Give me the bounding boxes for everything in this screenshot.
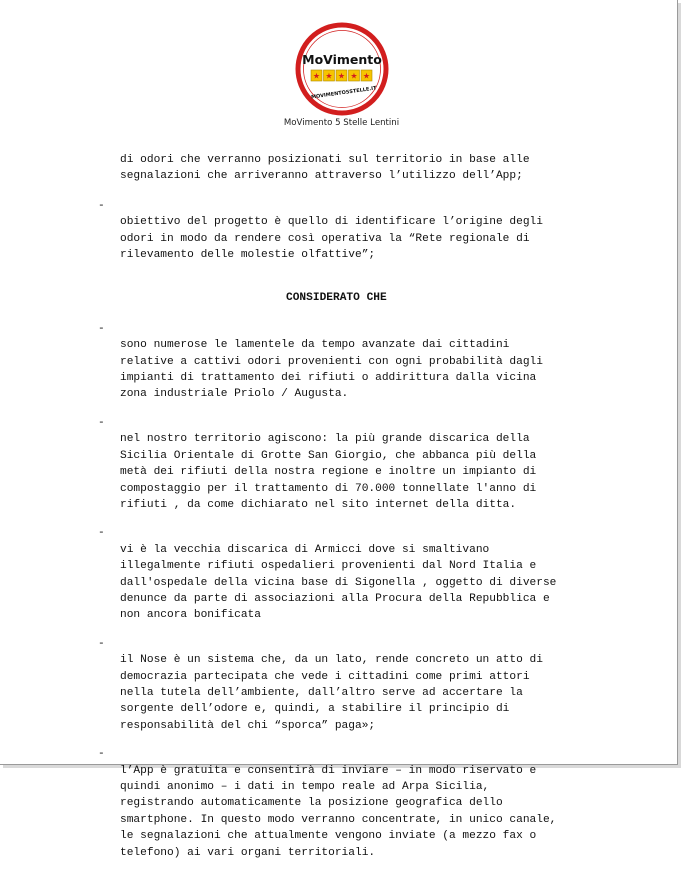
bullet-dash: -	[98, 637, 105, 650]
bullet-dash: -	[98, 199, 105, 212]
bullet-text: obiettivo del progetto è quello di identificare l’origine degli odori in modo da rendere così operativa la “Rete regionale di rilevamento delle molestie olfattive”;	[120, 216, 543, 262]
document-body	[0, 152, 677, 873]
svg-text:★: ★	[350, 71, 358, 81]
logo-url: MOVIMENTO5STELLE.IT	[310, 85, 377, 101]
movimento-logo	[295, 22, 389, 116]
continuation-paragraph: di odori che verranno posizionati sul territorio in base alle segnalazioni che arriveranno attraverso l’utilizzo dell’App;	[120, 154, 530, 183]
bullet-dash: -	[98, 527, 105, 540]
logo-emblem-icon	[295, 22, 389, 116]
bullet-item	[0, 636, 677, 734]
section-heading: CONSIDERATO CHE	[286, 292, 387, 305]
bullet-text: nel nostro territorio agiscono: la più grande discarica della Sicilia Orientale di Grotte San Giorgio, che abbanca più della metà dei rifiuti della nostra regione e inoltre un impianto di compostaggio per il trattamento di 70.000 tonnellate l'anno di rifiuti , da come dichiarato nel sito internet della ditta.	[120, 433, 537, 511]
bullet-item	[0, 525, 677, 623]
logo-wordmark: MoVimento	[302, 52, 382, 67]
svg-text:★: ★	[362, 71, 371, 81]
svg-text:★: ★	[312, 71, 321, 81]
bullet-text: vi è la vecchia discarica di Armicci dove si smaltivano illegalmente rifiuti ospedalieri provenienti dal Nord Italia e dall'ospedale della vicina base di Sigonella , oggetto di diverse denunce da parte di associazioni alla Procura della Repubblica e non ancora bonificata	[120, 543, 557, 622]
svg-text:★: ★	[337, 71, 346, 81]
bullet-item	[0, 746, 677, 861]
bullet-text: sono numerose le lamentele da tempo avanzate dai cittadini relative a cattivi odori provenienti con ogni probabilità dagli impianti di trattamento dei rifiuti o addirittura dalla vicina zona industriale Priolo / Augusta.	[120, 339, 543, 401]
bullet-item	[0, 198, 677, 264]
svg-text:★: ★	[325, 71, 333, 81]
bullet-item	[0, 415, 677, 513]
bullet-dash: -	[98, 322, 105, 335]
bullet-text: il Nose è un sistema che, da un lato, rende concreto un atto di democrazia partecipata che vede i cittadini come primi attori nella tutela dell’ambiente, dall’altro serve ad accertare la sorgente dell’odore e, quindi, a stabilire il principio di responsabilità del chi “sporca” paga»;	[120, 654, 543, 732]
bullet-text: l’App è gratuita e consentirà di inviare – in modo riservato e quindi anonimo – i dati in tempo reale ad Arpa Sicilia, registrando automaticamente la posizione geografica dello smartphone. In questo modo verranno concentrate, in unico canale, le segnalazioni che attualmente vengono inviate (a mezzo fax o telefono) ai vari organi territoriali.	[120, 764, 557, 859]
bullet-dash: -	[98, 416, 105, 429]
bullet-item	[0, 321, 677, 403]
bullet-dash: -	[98, 748, 105, 761]
organization-name: MoVimento 5 Stelle Lentini	[283, 118, 400, 128]
